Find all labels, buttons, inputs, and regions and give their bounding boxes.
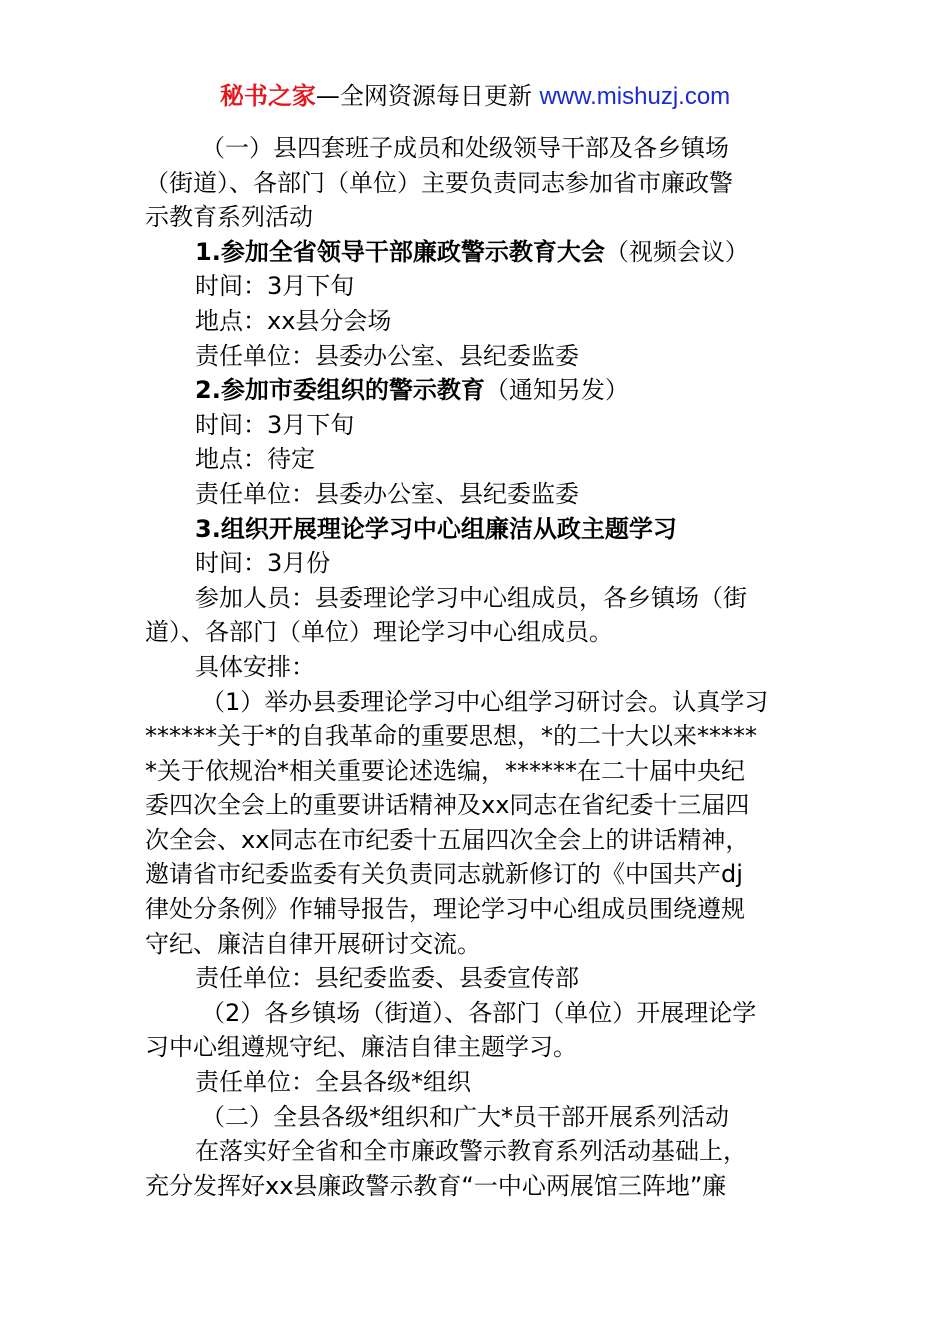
item-heading-2 (145, 373, 807, 408)
paragraph-line: 具体安排： (195, 652, 315, 681)
site-url-link[interactable]: www.mishuzj.com (539, 83, 731, 110)
paragraph-line: 邀请省市纪委监委有关负责同志就新修订的《中国共产dj (145, 860, 743, 889)
item-note: （视频会议） (604, 237, 749, 266)
paragraph-line: 责任单位：县委办公室、县纪委监委 (195, 479, 579, 508)
paragraph-line: 守纪、廉洁自律开展研讨交流。 (145, 929, 481, 958)
paragraph-line: *关于依规治*相关重要论述选编，******在二十届中央纪 (145, 756, 745, 785)
paragraph-line: （2）各乡镇场（街道）、各部门（单位）开展理论学 (201, 998, 757, 1027)
item-heading-1 (145, 235, 807, 270)
paragraph-line: 责任单位：全县各级*组织 (195, 1068, 471, 1097)
paragraph-line: 地点：待定 (195, 445, 315, 474)
paragraph-line: 时间：3月份 (195, 549, 331, 578)
paragraph-line: 时间：3月下旬 (195, 272, 355, 301)
paragraph-line: 次全会、xx同志在市纪委十五届四次全会上的讲话精神， (145, 825, 750, 854)
section-heading-1: （一）县四套班子成员和处级领导干部及各乡镇场 (201, 134, 729, 162)
brand-name: 秘书之家 (219, 82, 316, 110)
paragraph-line: 时间：3月下旬 (195, 410, 355, 439)
paragraph-line: 在落实好全省和全市廉政警示教育系列活动基础上， (195, 1137, 747, 1166)
paragraph-line: 示教育系列活动 (145, 203, 313, 232)
header-tagline: —全网资源每日更新 (315, 82, 540, 110)
paragraph-line: （1）举办县委理论学习中心组学习研讨会。认真学习 (201, 687, 769, 716)
paragraph-line: 责任单位：县委办公室、县纪委监委 (195, 341, 579, 370)
section-heading-2: （二）全县各级*组织和广大*员干部开展系列活动 (201, 1102, 729, 1131)
item-title: 1.参加全省领导干部廉政警示教育大会 (195, 237, 605, 266)
site-header (0, 80, 950, 113)
paragraph-line: 委四次全会上的重要讲话精神及xx同志在省纪委十三届四 (145, 791, 750, 820)
document-body (145, 131, 807, 1203)
paragraph-line: （街道）、各部门（单位）主要负责同志参加省市廉政警 (145, 168, 733, 197)
paragraph-line: 律处分条例》作辅导报告，理论学习中心组成员围绕遵规 (145, 895, 745, 924)
paragraph-line: 地点：xx县分会场 (195, 306, 392, 335)
paragraph-line: 充分发挥好xx县廉政警示教育“一中心两展馆三阵地”廉 (145, 1171, 727, 1200)
paragraph-line: 习中心组遵规守纪、廉洁自律主题学习。 (145, 1033, 577, 1062)
paragraph-line: ******关于*的自我革命的重要思想，*的二十大以来***** (145, 722, 757, 751)
paragraph-line: 道）、各部门（单位）理论学习中心组成员。 (145, 618, 613, 647)
item-note: （通知另发） (484, 376, 629, 405)
item-heading-3: 3.组织开展理论学习中心组廉洁从政主题学习 (195, 514, 677, 543)
paragraph-line: 参加人员：县委理论学习中心组成员，各乡镇场（街 (195, 583, 747, 612)
item-title: 2.参加市委组织的警示教育 (195, 376, 485, 405)
paragraph-line: 责任单位：县纪委监委、县委宣传部 (195, 964, 579, 993)
